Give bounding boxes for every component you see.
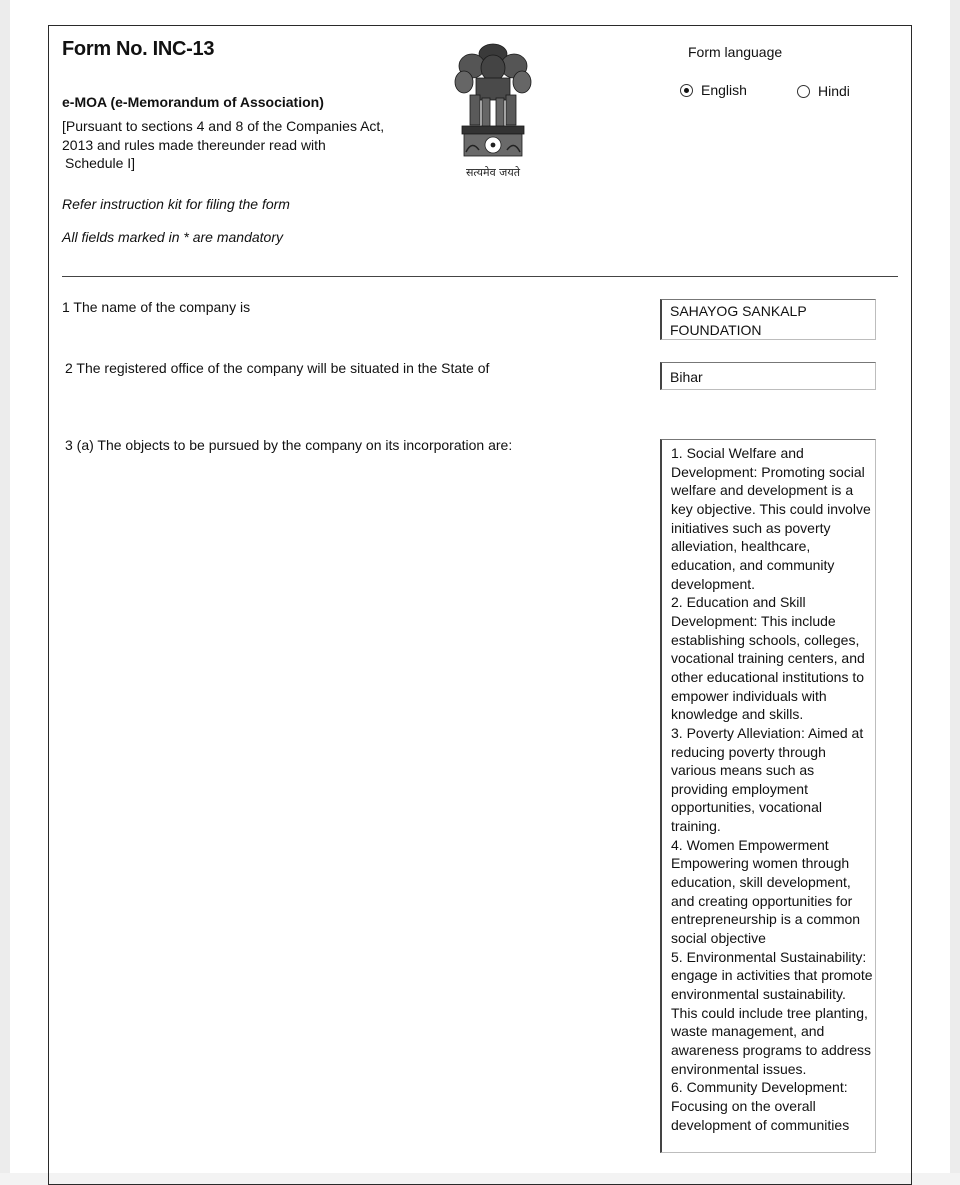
header-divider [62,276,898,277]
radio-label: English [701,82,747,98]
language-hindi-radio[interactable] [797,83,850,99]
registered-state-label: 2 The registered office of the company will be situated in the State of [65,360,490,376]
left-margin [0,0,10,1173]
right-margin [950,0,960,1173]
form-language-label: Form language [688,44,783,60]
national-emblem-icon [452,40,534,182]
registered-state-field[interactable]: Bihar [660,362,876,390]
radio-selected-icon[interactable] [680,84,693,97]
objects-label: 3 (a) The objects to be pursued by the company on its incorporation are: [65,437,513,453]
form-number: Form No. INC-13 [62,38,215,60]
radio-unselected-icon[interactable] [797,85,810,98]
pursuant-line: [Pursuant to sections 4 and 8 of the Companies Act, [62,118,385,134]
pursuant-line: 2013 and rules made thereunder read with [62,136,326,153]
mandatory-note: All fields marked in * are mandatory [62,229,283,245]
pursuant-line: Schedule I] [65,155,136,171]
radio-label: Hindi [818,83,850,99]
language-english-radio[interactable] [680,82,747,98]
objects-textarea[interactable]: 1. Social Welfare and Development: Promoting social welfare and development is a key objective. This could involve initiatives such as poverty alleviation, healthcare, education, and community development. 2. Education and Skill Development: This include establishing schools, colleges, vocational training centers, and other educational institutions to empower individuals with knowledge and skills. 3. Poverty Alleviation: Aimed at reducing poverty through various means such as providing employment opportunities, vocational training. 4. Women Empowerment Empowering women through education, skill development, and creating opportunities for entrepreneurship is a common social objective 5. Environmental Sustainability: engage in activities that promote environmental sustainability. This could include tree planting, waste management, and awareness programs to address environmental issues. 6. Community Development: Focusing on the overall development of communities [660,439,876,1153]
form-title: e-MOA (e-Memorandum of Association) [62,94,324,110]
company-name-field[interactable]: SAHAYOG SANKALP FOUNDATION [660,299,876,340]
company-name-label: 1 The name of the company is [62,299,251,315]
instruction-note: Refer instruction kit for filing the form [62,196,290,212]
emblem-motto: सत्यमेव जयते [465,166,521,179]
pursuant-text [62,117,402,173]
